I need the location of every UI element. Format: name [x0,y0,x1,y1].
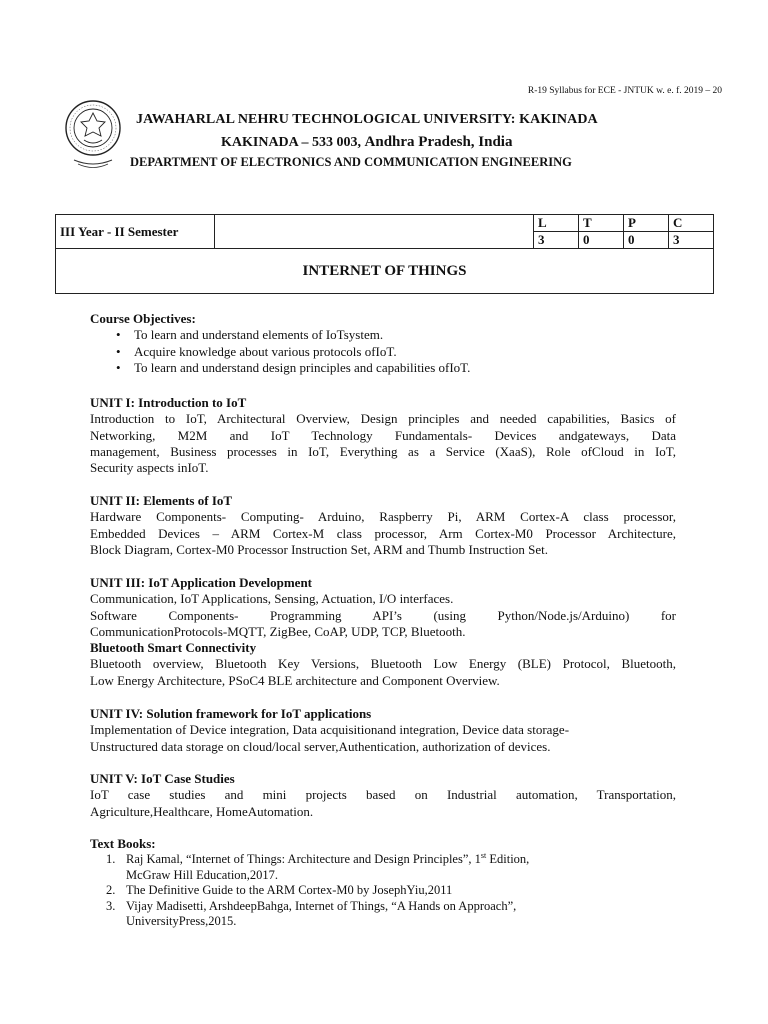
list-number: 2. [106,883,116,898]
lecture-header: L [534,215,579,232]
unit-text-line: Block Diagram, Cortex-M0 Processor Instruction Set, ARM and Thumb Instruction Set. [90,541,548,557]
unit-4 [90,706,676,755]
unit-5 [90,771,676,820]
list-item: • To learn and understand elements of IoTsystem. [134,327,676,343]
superscript: st [480,851,487,861]
book-publisher: UniversityPress,2015. [126,914,237,929]
unit-text-line: Implementation of Device integration, Data acquisitionand integration, Device data storage- [90,722,570,738]
book-title: Raj Kamal, “Internet of Things: Architecture and Design Principles”, 1 [126,852,481,867]
unit-text-line: Agriculture,Healthcare, HomeAutomation. [90,803,314,819]
list-item: • To learn and understand design principles and capabilities ofIoT. [134,360,676,376]
list-item [106,898,676,930]
list-number: 1. [106,852,116,867]
department-name: DEPARTMENT OF ELECTRONICS AND COMMUNICATION ENGINEERING [130,155,572,169]
unit-heading: UNIT III: IoT Application Development [90,575,312,590]
unit-1 [90,395,676,476]
list-number: 3. [106,898,116,913]
credits-value: 3 [669,232,714,249]
book-edition: Edition, [486,852,530,867]
university-address [221,134,512,151]
unit-heading: UNIT V: IoT Case Studies [90,771,235,786]
book-title: The Definitive Guide to the ARM Cortex-M0 by JosephYiu,2011 [126,883,453,898]
lecture-value: 3 [534,232,579,249]
unit-heading: UNIT I: Introduction to IoT [90,395,247,410]
credits-header: C [669,215,714,232]
course-objectives [90,311,676,376]
unit-text-line: Introduction to IoT, Architectural Overview, Design principles and needed capabilities, Basics of [90,411,676,427]
semester-blank-cell [215,215,534,249]
book-title: Vijay Madisetti, ArshdeepBahga, Internet of Things, “A Hands on Approach”, [126,898,517,913]
unit-text-line: Low Energy Architecture, PSoC4 BLE architecture and Component Overview. [90,672,500,688]
objectives-list [90,327,676,376]
unit-text-line: Unstructured data storage on cloud/local server,Authentication, authorization of devices. [90,738,551,754]
unit-text-line: Security aspects inIoT. [90,460,209,476]
unit-3 [90,575,676,689]
unit-text-line: CommunicationProtocols-MQTT, ZigBee, CoAP, UDP, TCP, Bluetooth. [90,623,466,639]
university-address-city: KAKINADA – 533 003, [221,135,365,150]
unit-text-line: Software Components- Programming API’s (using Python/Node.js/Arduino) for [90,607,676,623]
unit-text-line: Communication, IoT Applications, Sensing, Actuation, I/O interfaces. [90,591,454,607]
unit-text-line: Bluetooth overview, Bluetooth Key Versions, Bluetooth Low Energy (BLE) Protocol, Bluetooth, [90,656,676,672]
unit-heading: UNIT II: Elements of IoT [90,493,233,508]
practical-value: 0 [624,232,669,249]
objectives-heading: Course Objectives: [90,311,196,326]
syllabus-header-note: R-19 Syllabus for ECE - JNTUK w. e. f. 2019 – 20 [527,86,722,96]
text-books [90,836,676,930]
tutorial-header: T [579,215,624,232]
university-address-state: Andhra Pradesh, India [364,134,513,150]
list-item: • Acquire knowledge about various protocols ofIoT. [134,344,676,360]
textbooks-heading: Text Books: [90,836,156,851]
unit-text-line: IoT case studies and mini projects based on Industrial automation, Transportation, [90,787,676,803]
unit-heading: UNIT IV: Solution framework for IoT applications [90,706,372,721]
unit-2 [90,493,676,558]
unit-text-line: Networking, M2M and IoT Technology Fundamentals- Devices andgateways, Data [90,427,676,443]
semester-label: III Year - II Semester [56,215,215,249]
tutorial-value: 0 [579,232,624,249]
unit-subheading: Bluetooth Smart Connectivity [90,640,257,656]
course-title: INTERNET OF THINGS [56,249,714,294]
semester-table [55,214,714,294]
unit-text-line: Embedded Devices – ARM Cortex-M class processor, Arm Cortex-M0 Processor Architecture, [90,525,676,541]
list-item [106,883,676,899]
university-seal-logo [64,96,122,172]
unit-text-line: management, Business processes in IoT, Everything as a Service (XaaS), Role ofCloud in IoT, [90,443,676,459]
university-name: JAWAHARLAL NEHRU TECHNOLOGICAL UNIVERSITY: KAKINADA [136,112,598,127]
list-item [106,851,676,883]
book-publisher: McGraw Hill Education,2017. [126,867,279,882]
practical-header: P [624,215,669,232]
unit-text-line: Hardware Components- Computing- Arduino, Raspberry Pi, ARM Cortex-A class processor, [90,509,676,525]
textbooks-list [90,852,676,930]
